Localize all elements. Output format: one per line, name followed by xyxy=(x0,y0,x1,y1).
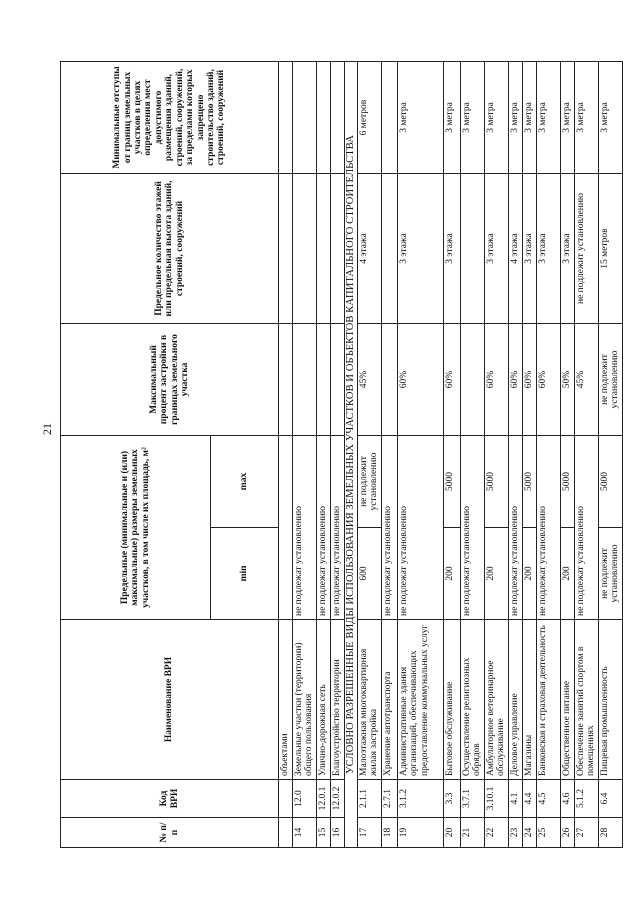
table-row xyxy=(444,62,461,848)
vri-name: Административные здания организаций, обеспечивающих предоставление коммунальных услуг xyxy=(398,620,444,780)
size-min: 200 xyxy=(444,528,461,620)
vri-code xyxy=(279,780,293,818)
vri-name: Амбулаторное ветеринарное обслуживание xyxy=(485,620,509,780)
vri-name: Улично-дорожная сеть xyxy=(317,620,331,780)
vri-name: Малоэтажная многоквартирная жилая застройка xyxy=(358,620,382,780)
max-floors xyxy=(382,174,398,324)
max-floors: 3 этажа xyxy=(523,174,537,324)
vri-code: 5.1.2 xyxy=(575,780,599,818)
size-min: 600 xyxy=(358,528,382,620)
table-row xyxy=(317,62,331,848)
size-range: не подлежат установлению xyxy=(509,436,523,620)
row-number: 28 xyxy=(599,818,623,848)
max-percent: 60% xyxy=(537,324,561,436)
vri-code: 4.6 xyxy=(561,780,575,818)
vri-name: объектами xyxy=(279,620,293,780)
min-setback: 3 метра xyxy=(599,62,623,174)
zoning-table xyxy=(60,61,623,848)
max-percent xyxy=(317,324,331,436)
row-number: 16 xyxy=(331,818,345,848)
header-size-group: Предельные (минимальные и (или) максимальные) размеры земельных участков, в том числе их площадь, м² xyxy=(61,436,211,620)
size-range xyxy=(279,436,293,620)
vri-code: 4.5 xyxy=(537,780,561,818)
min-setback xyxy=(317,62,331,174)
page-number: 21 xyxy=(40,423,54,435)
size-max: 5000 xyxy=(523,436,537,528)
vri-code: 3.10.1 xyxy=(485,780,509,818)
size-range: не подлежат установлению xyxy=(317,436,331,620)
size-range: не подлежат установлению xyxy=(575,436,599,620)
size-max: 5000 xyxy=(561,436,575,528)
min-setback: 3 метра xyxy=(461,62,485,174)
max-percent: не подлежит установлению xyxy=(599,324,623,436)
max-floors: 3 этажа xyxy=(485,174,509,324)
max-percent xyxy=(382,324,398,436)
min-setback: 3 метра xyxy=(575,62,599,174)
vri-name: Обеспечение занятий спортом в помещениях xyxy=(575,620,599,780)
table-region xyxy=(60,62,621,848)
max-floors: не подлежит установлению xyxy=(575,174,599,324)
row-number xyxy=(279,818,293,848)
vri-code: 12.0.2 xyxy=(331,780,345,818)
section-row xyxy=(345,62,358,848)
min-setback xyxy=(293,62,317,174)
max-percent xyxy=(461,324,485,436)
vri-code: 6.4 xyxy=(599,780,623,818)
row-number: 26 xyxy=(561,818,575,848)
max-percent: 60% xyxy=(509,324,523,436)
row-number: 15 xyxy=(317,818,331,848)
section-heading: УСЛОВНО РАЗРЕШЕННЫЕ ВИДЫ ИСПОЛЬЗОВАНИЯ ЗЕМЕЛЬНЫХ УЧАСТКОВ И ОБЪЕКТОВ КАПИТАЛЬНОГО СТРОИТЕЛЬСТВА xyxy=(345,62,358,848)
table-row xyxy=(279,62,293,848)
size-max: 5000 xyxy=(485,436,509,528)
max-floors: 3 этажа xyxy=(537,174,561,324)
max-floors: 3 этажа xyxy=(444,174,461,324)
row-number: 19 xyxy=(398,818,444,848)
max-floors xyxy=(293,174,317,324)
vri-name: Земельные участки (территории) общего пользования xyxy=(293,620,317,780)
vri-name: Бытовое обслуживание xyxy=(444,620,461,780)
table-row xyxy=(398,62,444,848)
max-percent: 50% xyxy=(561,324,575,436)
max-floors: 3 этажа xyxy=(398,174,444,324)
vri-code: 3.3 xyxy=(444,780,461,818)
vri-name: Деловое управление xyxy=(509,620,523,780)
max-percent: 60% xyxy=(444,324,461,436)
header-setbacks: Минимальные отступы от границ земельных участков в целях определения мест допустимого размещения зданий, строений, сооружений, за пределами которых запрещено строительство зданий, строений, сооружений xyxy=(61,62,279,174)
header-percent: Максимальный процент застройки в границах земельного участка xyxy=(61,324,279,436)
max-floors xyxy=(461,174,485,324)
table-row xyxy=(485,62,509,848)
table-row xyxy=(599,62,623,848)
table-row xyxy=(461,62,485,848)
vri-name: Банковская и страховая деятельность xyxy=(537,620,561,780)
vri-name: Общественное питание xyxy=(561,620,575,780)
max-floors xyxy=(331,174,345,324)
row-number: 20 xyxy=(444,818,461,848)
max-percent xyxy=(279,324,293,436)
header-max: max xyxy=(211,436,279,528)
vri-code: 4.1 xyxy=(509,780,523,818)
vri-code: 3.1.2 xyxy=(398,780,444,818)
min-setback xyxy=(279,62,293,174)
vri-code: 12.0 xyxy=(293,780,317,818)
max-floors: 3 этажа xyxy=(561,174,575,324)
max-floors: 15 метров xyxy=(599,174,623,324)
min-setback xyxy=(382,62,398,174)
row-number: 25 xyxy=(537,818,561,848)
max-floors: 4 этажа xyxy=(509,174,523,324)
max-percent xyxy=(331,324,345,436)
table-row xyxy=(561,62,575,848)
table-row xyxy=(509,62,523,848)
row-number: 17 xyxy=(358,818,382,848)
size-range: не подлежат установлению xyxy=(398,436,444,620)
min-setback: 6 метров xyxy=(358,62,382,174)
min-setback: 3 метра xyxy=(537,62,561,174)
max-floors xyxy=(317,174,331,324)
max-percent: 45% xyxy=(358,324,382,436)
min-setback: 3 метра xyxy=(523,62,537,174)
row-number: 14 xyxy=(293,818,317,848)
vri-code: 2.7.1 xyxy=(382,780,398,818)
min-setback: 3 метра xyxy=(485,62,509,174)
min-setback xyxy=(331,62,345,174)
max-floors xyxy=(279,174,293,324)
size-max: 5000 xyxy=(599,436,623,528)
size-min: 200 xyxy=(523,528,537,620)
row-number: 27 xyxy=(575,818,599,848)
vri-code: 2.1.1 xyxy=(358,780,382,818)
row-number: 18 xyxy=(382,818,398,848)
size-range: не подлежат установлению xyxy=(382,436,398,620)
row-number: 23 xyxy=(509,818,523,848)
size-max: 5000 xyxy=(444,436,461,528)
max-percent: 60% xyxy=(523,324,537,436)
vri-name: Хранение автотранспорта xyxy=(382,620,398,780)
header-min: min xyxy=(211,528,279,620)
header-num: № п/п xyxy=(61,818,279,848)
rotated-page xyxy=(60,62,621,848)
vri-code: 4.4 xyxy=(523,780,537,818)
table-row xyxy=(537,62,561,848)
vri-code: 12.0.1 xyxy=(317,780,331,818)
table-row xyxy=(523,62,537,848)
size-range: не подлежат установлению xyxy=(293,436,317,620)
header-floors: Предельное количество этажей или предельная высота зданий, строений, сооружений xyxy=(61,174,279,324)
size-min: 200 xyxy=(485,528,509,620)
min-setback: 3 метра xyxy=(444,62,461,174)
vri-code: 3.7.1 xyxy=(461,780,485,818)
size-range: не подлежат установлению xyxy=(461,436,485,620)
max-percent xyxy=(293,324,317,436)
size-min: не подлежит установлению xyxy=(599,528,623,620)
table-row xyxy=(293,62,317,848)
size-range: не подлежат установлению xyxy=(331,436,345,620)
size-range: не подлежат установлению xyxy=(537,436,561,620)
vri-name: Благоустройство территории xyxy=(331,620,345,780)
max-percent: 60% xyxy=(485,324,509,436)
min-setback: 3 метра xyxy=(561,62,575,174)
header-code: Код ВРИ xyxy=(61,780,279,818)
vri-name: Пищевая промышленность xyxy=(599,620,623,780)
row-number: 21 xyxy=(461,818,485,848)
min-setback: 3 метра xyxy=(509,62,523,174)
size-min: 200 xyxy=(561,528,575,620)
table-row xyxy=(382,62,398,848)
max-floors: 4 этажа xyxy=(358,174,382,324)
vri-name: Осуществление религиозных обрядов xyxy=(461,620,485,780)
row-number: 24 xyxy=(523,818,537,848)
row-number: 22 xyxy=(485,818,509,848)
table-row xyxy=(331,62,345,848)
max-percent: 60% xyxy=(398,324,444,436)
header-name: Наименование ВРИ xyxy=(61,620,279,780)
table-row xyxy=(358,62,382,848)
max-percent: 45% xyxy=(575,324,599,436)
size-max: не подлежит установлению xyxy=(358,436,382,528)
min-setback: 3 метра xyxy=(398,62,444,174)
table-row xyxy=(575,62,599,848)
vri-name: Магазины xyxy=(523,620,537,780)
